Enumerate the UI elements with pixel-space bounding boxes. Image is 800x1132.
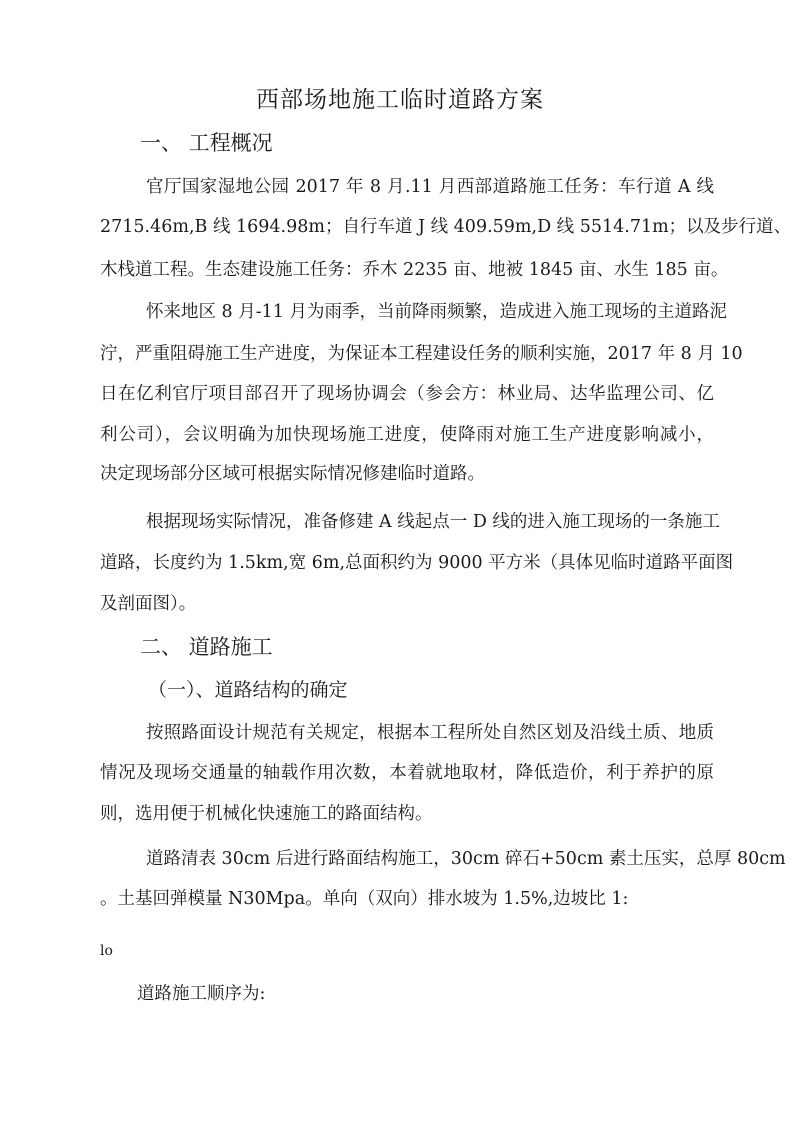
paragraph-line: 泞，严重阻碍施工生产进度，为保证本工程建设任务的顺利实施，2017 年 8 月 10 bbox=[100, 344, 743, 364]
paragraph-line: 道路，长度约为 1.5km,宽 6m,总面积约为 9000 平方米（具体见临时道路平面图 bbox=[100, 553, 734, 573]
paragraph-line: 决定现场部分区域可根据实际情况修建临时道路。 bbox=[100, 464, 485, 484]
paragraph-line: 则，选用便于机械化快速施工的路面结构。 bbox=[100, 804, 433, 824]
paragraph-line: 及剖面图）。 bbox=[100, 594, 197, 614]
paragraph-line: 官厅国家湿地公园 2017 年 8 月.11 月西部道路施工任务：车行道 A 线 bbox=[146, 177, 714, 197]
paragraph-line: 木栈道工程。生态建设施工任务：乔木 2235 亩、地被 1845 亩、水生 185 亩。 bbox=[100, 260, 729, 280]
paragraph-line: 。土基回弹模量 N30Mpa。单向（双向）排水坡为 1.5%,边坡比 1: bbox=[100, 889, 629, 909]
paragraph-line: 情况及现场交通量的轴载作用次数，本着就地取材，降低造价，利于养护的原 bbox=[100, 763, 714, 783]
paragraph-line: 日在亿利官厅项目部召开了现场协调会（参会方：林业局、达华监理公司、亿 bbox=[100, 384, 714, 404]
section-heading-road-construction: 二、 道路施工 bbox=[140, 635, 273, 659]
paragraph-line: lo bbox=[100, 943, 113, 959]
section-heading-overview: 一、 工程概况 bbox=[140, 131, 273, 155]
paragraph-line: 道路施工顺序为: bbox=[137, 984, 266, 1004]
paragraph-line: 怀来地区 8 月-11 月为雨季，当前降雨频繁，造成进入施工现场的主道路泥 bbox=[146, 302, 728, 322]
paragraph-line: 按照路面设计规范有关规定，根据本工程所处自然区划及沿线土质、地质 bbox=[146, 723, 714, 743]
paragraph-line: 道路清表 30cm 后进行路面结构施工，30cm 碎石+50cm 素土压实，总厚 80cm bbox=[146, 849, 786, 869]
paragraph-line: 利公司），会议明确为加快现场施工进度，使降雨对施工生产进度影响减小， bbox=[100, 425, 714, 445]
paragraph-line: 2715.46m,B 线 1694.98m；自行车道 J 线 409.59m,D 线 5514.71m；以及步行道、 bbox=[100, 217, 792, 237]
paragraph-line: 根据现场实际情况，准备修建 A 线起点一 D 线的进入施工现场的一条施工 bbox=[146, 512, 720, 532]
document-title: 西部场地施工临时道路方案 bbox=[256, 87, 544, 113]
subsection-heading-road-structure: （一）、道路结构的确定 bbox=[148, 679, 348, 701]
